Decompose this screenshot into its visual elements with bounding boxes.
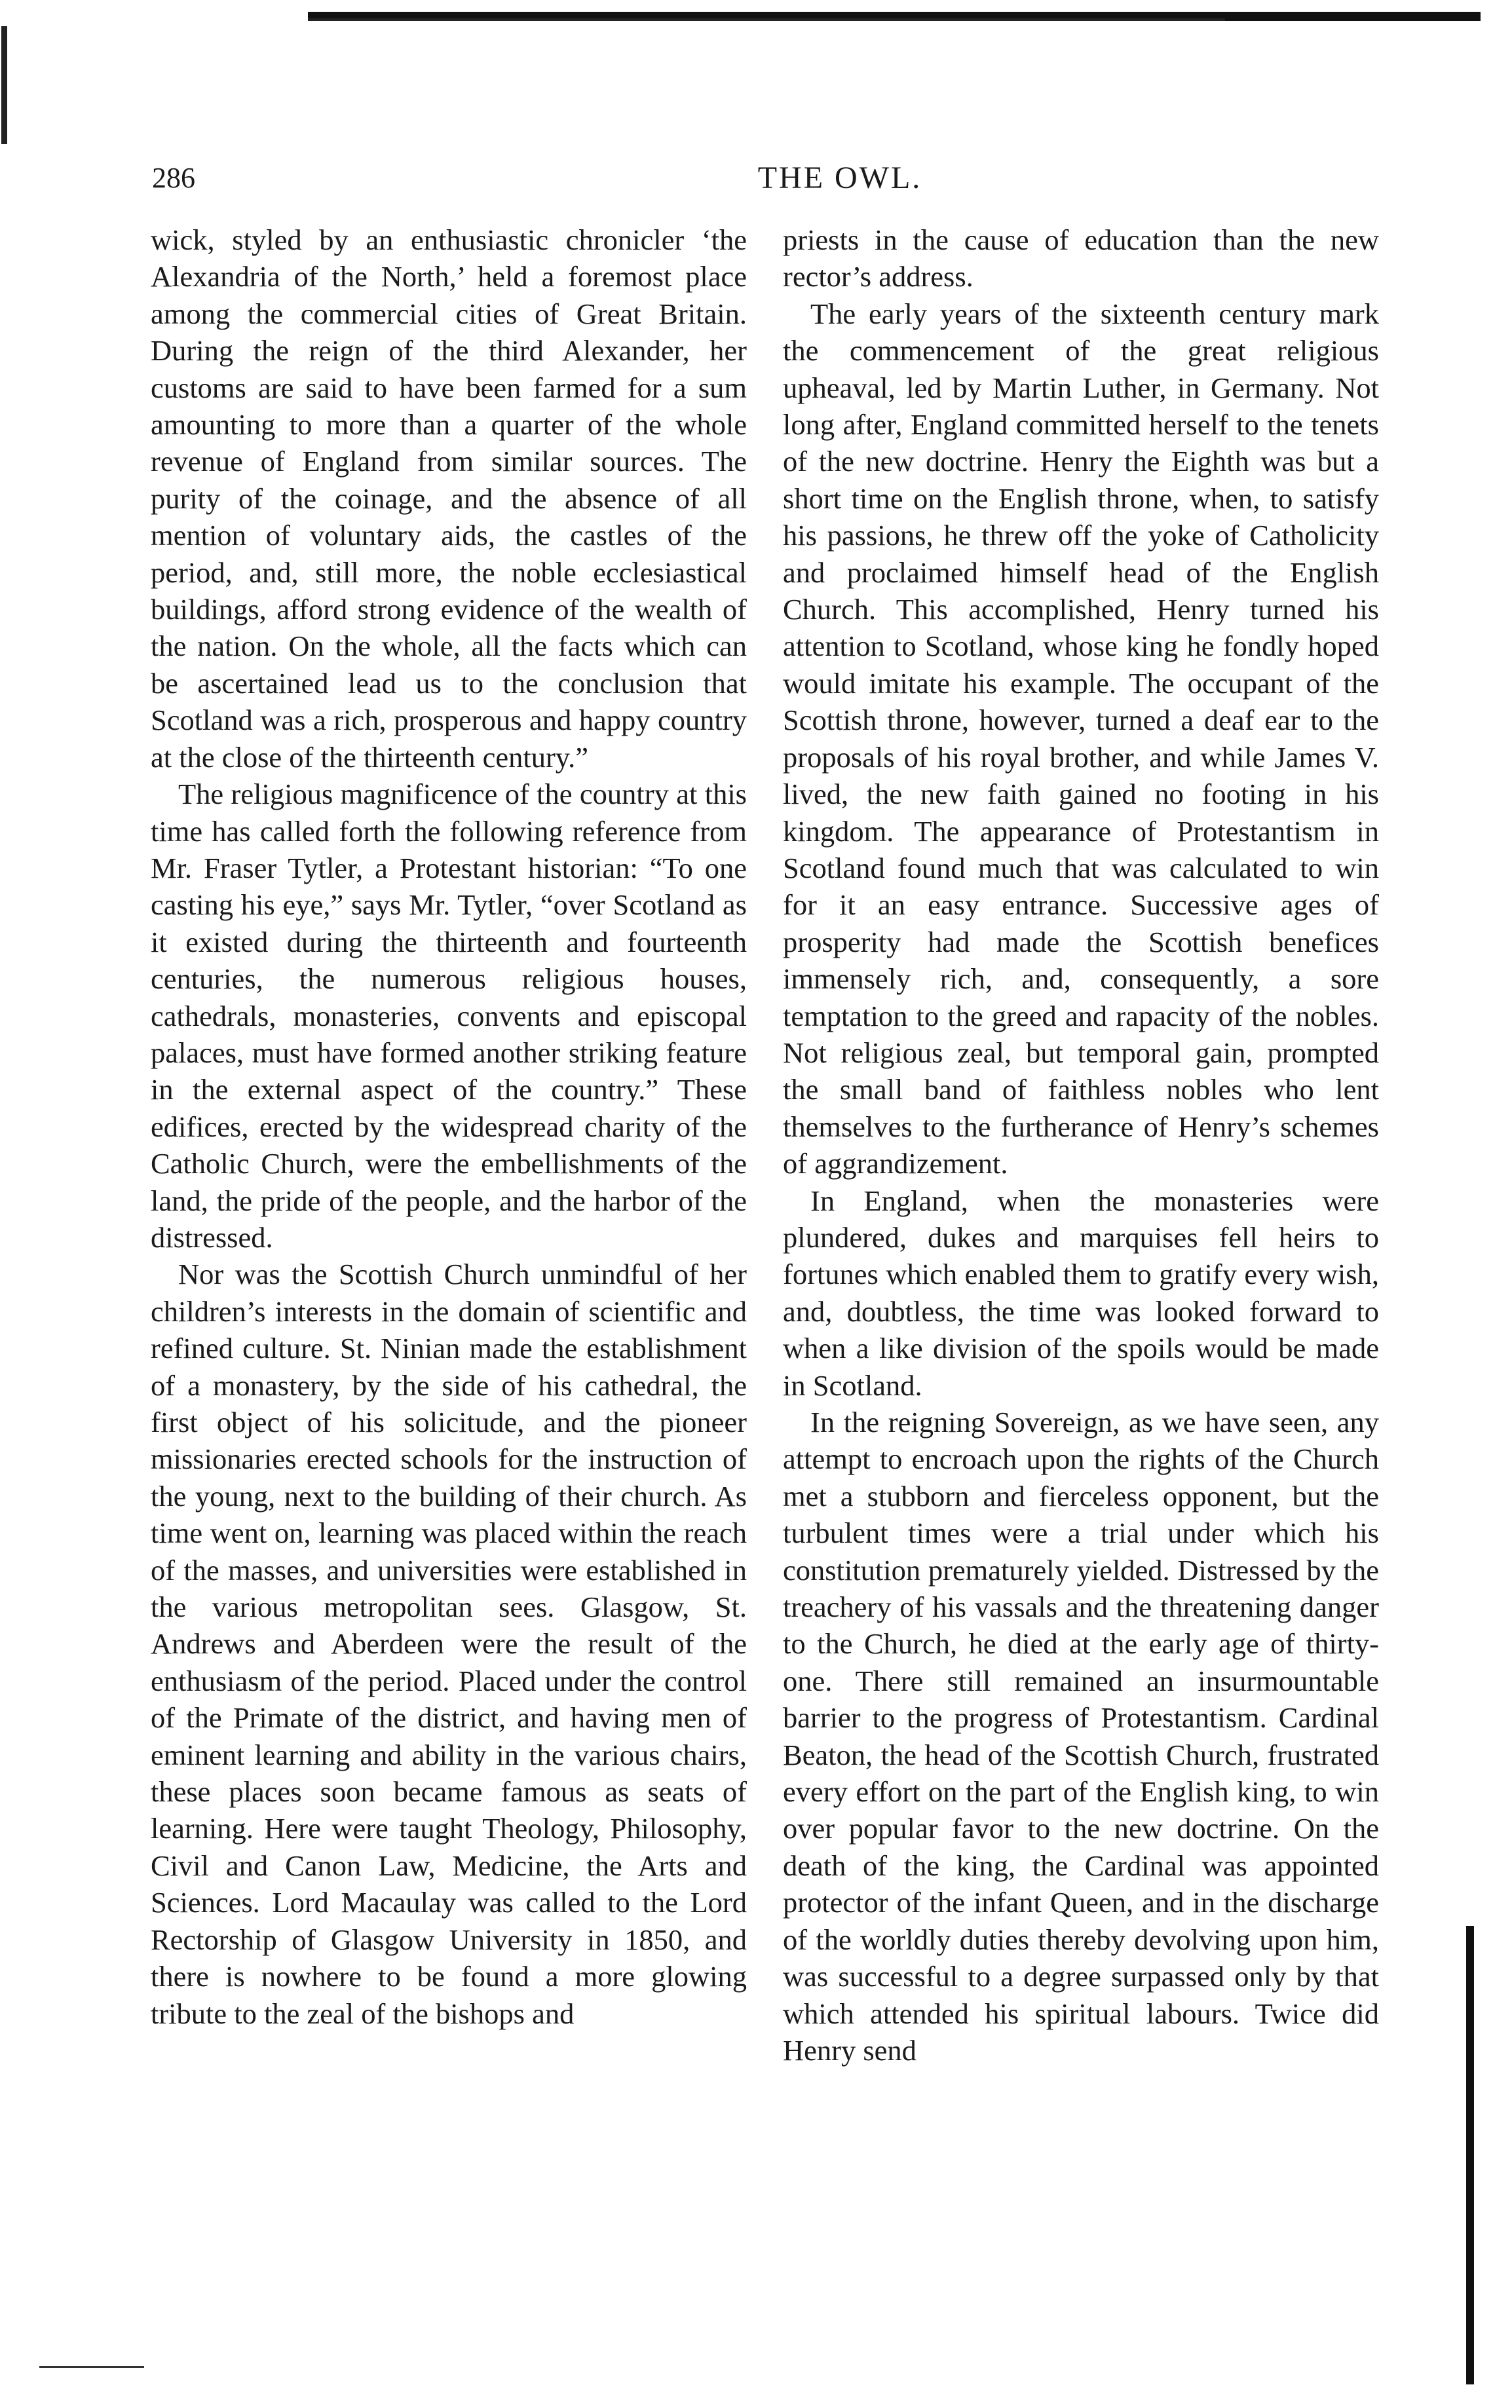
page-number: 286 <box>152 162 195 194</box>
left-edge-mark <box>1 26 7 144</box>
paragraph: wick, styled by an enthusiastic chronicler ‘the Alexandria of the North,’ held a foremost place among the commercial cities of Great Britain. During the reign of the third Alexander, her customs are said to have been farmed for a sum amounting to more than a quarter of the whole revenue of England from similar sources. The purity of the coinage, and the absence of all mention of voluntary aids, the castles of the period, and, still more, the noble ecclesiastical buildings, afford strong evidence of the wealth of the nation. On the whole, all the facts which can be ascertained lead us to the conclusion that Scotland was a rich, prosperous and happy country at the close of the thirteenth century.” <box>151 223 747 774</box>
paragraph: In England, when the monasteries were plundered, dukes and marquises fell heirs to fortunes which enabled them to gratify every wish, and, doubtless, the time was looked forward to when a like division of the spoils would be made in Scotland. <box>783 1184 1379 1402</box>
bottom-edge-mark <box>39 2366 144 2368</box>
page-header <box>152 152 1397 204</box>
left-column <box>151 221 747 2032</box>
paragraph: The religious magnificence of the country at this time has called forth the following reference from Mr. Fraser Tytler, a Protestant historian: “To one casting his eye,” says Mr. Tytler, “over Scotland as it existed during the thirteenth and fourteenth centuries, the numerous religious houses, cathedrals, monasteries, convents and episcopal palaces, must have formed another striking feature in the external aspect of the country.” These edifices, erected by the widespread charity of the Catholic Church, were the embellishments of the land, the pride of the people, and the harbor of the distressed. <box>151 778 747 1254</box>
paragraph: The early years of the sixteenth century mark the commencement of the great religious upheaval, led by Martin Luther, in Germany. Not long after, England committed herself to the tenets of the new doctrine. Henry the Eighth was but a short time on the English throne, when, to satisfy his passions, he threw off the yoke of Catholicity and proclaimed himself head of the English Church. This accomplished, Henry turned his attention to Scotland, whose king he fondly hoped would imitate his example. The occupant of the Scottish throne, however, turned a deaf ear to the proposals of his royal brother, and while James V. lived, the new faith gained no footing in his kingdom. The appearance of Protestantism in Scotland found much that was calculated to win for it an easy entrance. Successive ages of prosperity had made the Scottish benefices immensely rich, and, consequently, a sore temptation to the greed and rapacity of the nobles. Not religious zeal, but temporal gain, prompted the small band of faithless nobles who lent themselves to the furtherance of Henry’s schemes of aggrandizement. <box>783 297 1379 1180</box>
top-border-rule-inner <box>308 18 1225 21</box>
paragraph: Nor was the Scottish Church unmindful of her children’s interests in the domain of scientific and refined culture. St. Ninian made the establishment of a monastery, by the side of his cathedral, the first object of his solicitude, and the pioneer missionaries erected schools for the instruction of the young, next to the building of their church. As time went on, learning was placed within the reach of the masses, and universities were established in the various metropolitan sees. Glasgow, St. Andrews and Aberdeen were the result of the enthusiasm of the period. Placed under the control of the Primate of the district, and having men of eminent learning and ability in the various chairs, these places soon became famous as seats of learning. Here were taught Theology, Philosophy, Civil and Canon Law, Medicine, the Arts and Sciences. Lord Macaulay was called to the Lord Rectorship of Glasgow University in 1850, and there is nowhere to be found a more glowing tribute to the zeal of the bishops and <box>151 1258 747 2030</box>
paragraph: priests in the cause of education than the new rector’s address. <box>783 223 1379 293</box>
right-column <box>783 221 1379 2069</box>
paragraph: In the reigning Sovereign, as we have seen, any attempt to encroach upon the rights of the Church met a stubborn and fierceless opponent, but the turbulent times were a trial under which his constitution prematurely yielded. Distressed by the treachery of his vassals and the threatening danger to the Church, he died at the early age of thirty-one. There still remained an insurmountable barrier to the progress of Protestantism. Cardinal Beaton, the head of the Scottish Church, frustrated every effort on the part of the English king, to win over popular favor to the new doctrine. On the death of the king, the Cardinal was appointed protector of the infant Queen, and in the discharge of the worldly duties thereby devolving upon him, was successful to a degree surpassed only by that which attended his spiritual labours. Twice did Henry send <box>783 1406 1379 2067</box>
running-head: THE OWL. <box>757 160 922 195</box>
right-edge-mark <box>1466 1926 1474 2384</box>
